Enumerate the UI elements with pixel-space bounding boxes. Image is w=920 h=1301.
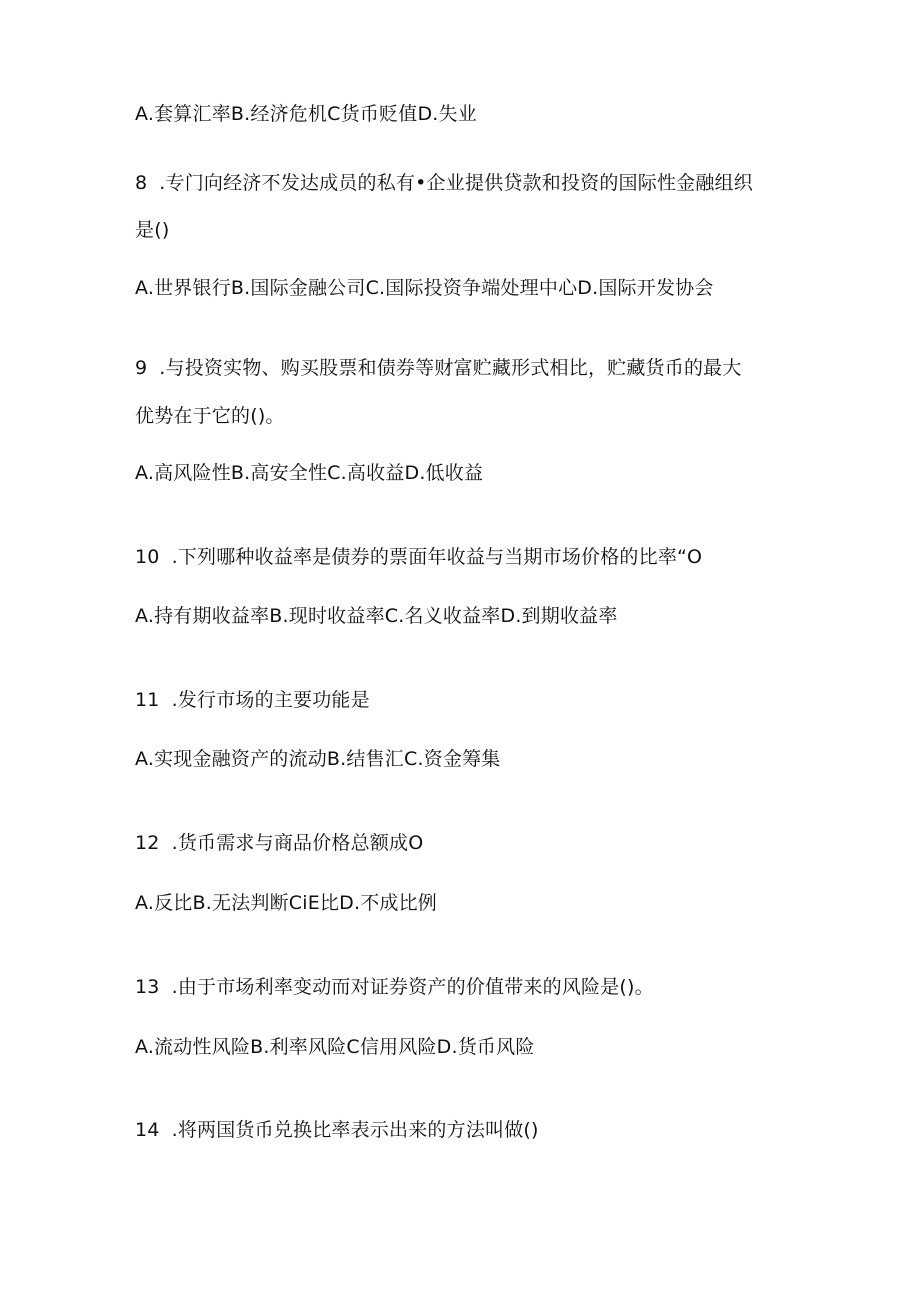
- question-number: 8: [135, 172, 148, 194]
- answer-options-7: [135, 102, 835, 126]
- question-text: 是(): [135, 219, 170, 241]
- answer-options-12: [135, 891, 835, 915]
- question-number: 11: [135, 689, 160, 711]
- question-12: [135, 831, 835, 855]
- answer-options-13: [135, 1035, 835, 1059]
- line-text: A.高风险性B.高安全性C.高收益D.低收益: [135, 462, 484, 484]
- question-text: .专门向经济不发达成员的私有•企业提供贷款和投资的国际性金融组织: [159, 172, 753, 194]
- answer-options-9: [135, 461, 835, 485]
- question-text: .货币需求与商品价格总额成O: [171, 832, 424, 854]
- line-text: A.持有期收益率B.现时收益率C.名义收益率D.到期收益率: [135, 605, 618, 627]
- answer-options-10: [135, 604, 835, 628]
- question-number: 14: [135, 1119, 160, 1141]
- line-text: A.实现金融资产的流动B.结售汇C.资金筹集: [135, 748, 501, 770]
- question-number: 13: [135, 976, 160, 998]
- question-text: .将两国货币兑换比率表示出来的方法叫做(): [171, 1119, 539, 1141]
- question-14: [135, 1118, 835, 1142]
- question-number: 9: [135, 357, 148, 379]
- question-9: [135, 356, 835, 380]
- question-text: 优势在于它的()。: [135, 405, 285, 427]
- question-text: .发行市场的主要功能是: [171, 689, 370, 711]
- question-9-continued: [135, 404, 835, 428]
- question-10: [135, 545, 835, 569]
- question-text: .由于市场利率变动而对证券资产的价值带来的风险是()。: [171, 976, 654, 998]
- line-text: A.世界银行B.国际金融公司C.国际投资争端处理中心D.国际开发协会: [135, 277, 714, 299]
- question-text: .下列哪种收益率是债券的票面年收益与当期市场价格的比率“O: [171, 546, 703, 568]
- question-number: 12: [135, 832, 160, 854]
- question-number: 10: [135, 546, 160, 568]
- line-text: A.套算汇率B.经济危机C货币贬值D.失业: [135, 103, 477, 125]
- question-8: [135, 171, 835, 195]
- answer-options-11: [135, 747, 835, 771]
- answer-options-8: [135, 276, 835, 300]
- question-text: .与投资实物、购买股票和债券等财富贮藏形式相比，贮藏货币的最大: [159, 357, 742, 379]
- question-11: [135, 688, 835, 712]
- question-8-continued: [135, 218, 835, 242]
- line-text: A.流动性风险B.利率风险C信用风险D.货币风险: [135, 1036, 535, 1058]
- line-text: A.反比B.无法判断CiE比D.不成比例: [135, 892, 437, 914]
- question-13: [135, 975, 835, 999]
